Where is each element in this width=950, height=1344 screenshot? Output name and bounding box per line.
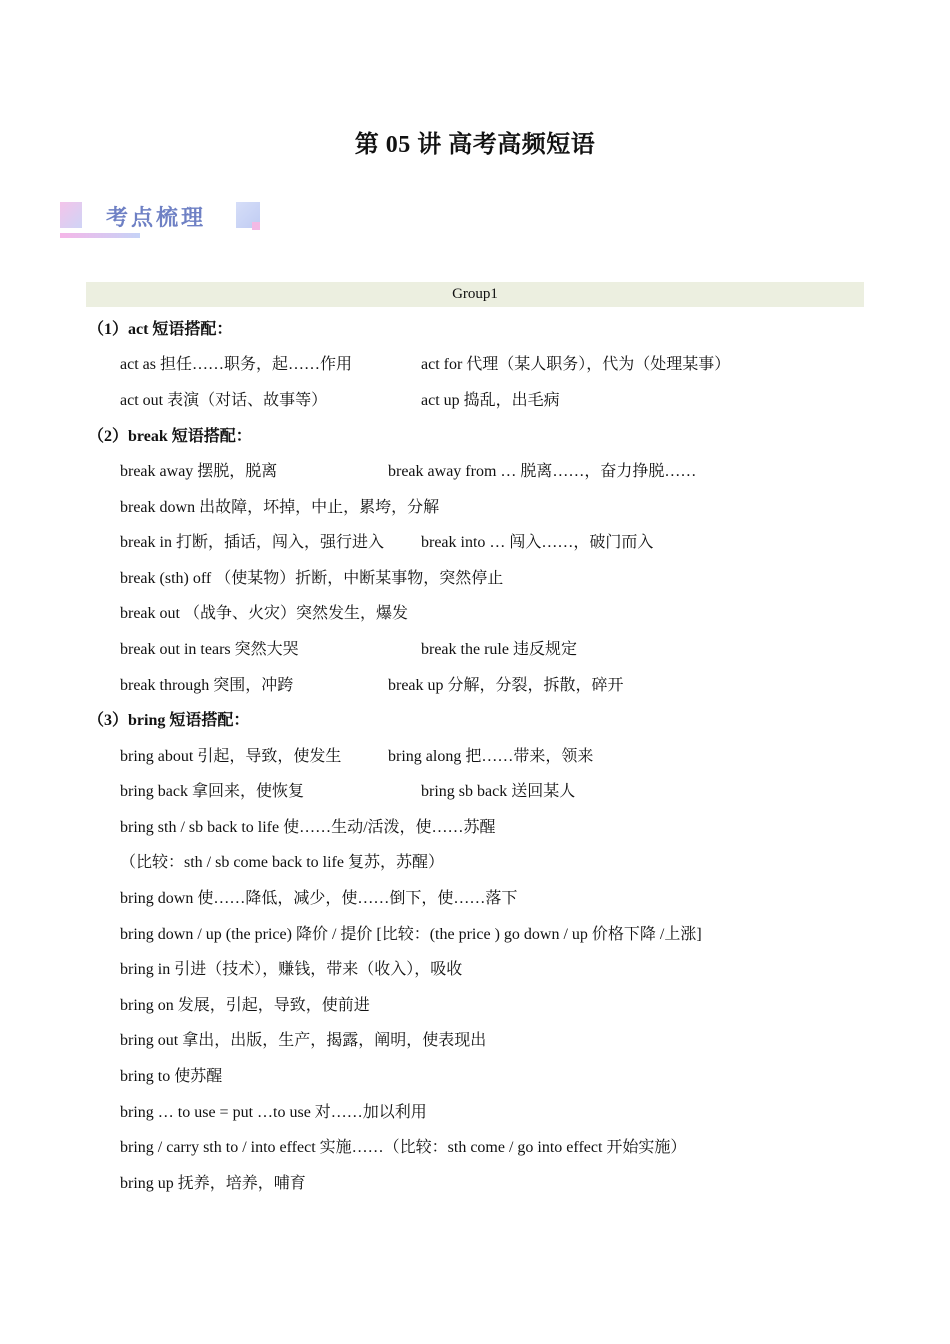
phrase-entry: break (sth) off （使某物）折断，中断某事物，突然停止 — [120, 570, 504, 587]
phrase-entry: act out 表演（对话、故事等） — [120, 392, 328, 409]
phrase-entry: bring about 引起，导致，使发生 — [120, 748, 342, 765]
phrase-entry: bring sth / sb back to life 使……生动/活泼，使……苏醒 — [120, 819, 496, 836]
section-badge — [60, 200, 270, 242]
phrase-entry: break up 分解，分裂，拆散，碎开 — [388, 677, 624, 694]
phrase-entry: break in 打断，插话，闯入，强行进入 — [120, 534, 384, 551]
phrase-entry: bring on 发展，引起，导致，使前进 — [120, 997, 370, 1014]
phrase-entry: break through 突围，冲跨 — [120, 677, 294, 694]
phrase-entry: bring … to use = put …to use 对……加以利用 — [120, 1104, 427, 1121]
phrase-entry: bring back 拿回来，使恢复 — [120, 783, 304, 800]
phrase-entry: act as 担任……职务，起……作用 — [120, 356, 352, 373]
phrase-entry: break away 摆脱，脱离 — [120, 463, 278, 480]
phrase-entry: bring out 拿出，出版，生产，揭露，阐明，使表现出 — [120, 1032, 487, 1049]
phrase-entry: break into … 闯入……，破门而入 — [421, 534, 654, 551]
phrase-entry: act for 代理（某人职务），代为（处理某事） — [421, 356, 731, 373]
phrase-entry: bring along 把……带来，领来 — [388, 748, 594, 765]
badge-underline — [60, 233, 140, 238]
phrase-entry: break the rule 违反规定 — [421, 641, 577, 658]
phrase-entry: bring to 使苏醒 — [120, 1068, 223, 1085]
phrase-entry: break out in tears 突然大哭 — [120, 641, 299, 658]
phrase-entry: bring down 使……降低，减少，使……倒下，使……落下 — [120, 890, 518, 907]
badge-decoration-left — [60, 202, 82, 228]
phrase-entry: break out （战争、火灾）突然发生，爆发 — [120, 605, 408, 622]
phrase-entry: bring down / up (the price) 降价 / 提价 [比较：(the price ) go down / up 价格下降 /上涨] — [120, 926, 702, 943]
phrase-entry: act up 捣乱，出毛病 — [421, 392, 560, 409]
phrase-entry: break down 出故障，坏掉，中止，累垮，分解 — [120, 499, 440, 516]
phrase-entry: bring sb back 送回某人 — [421, 783, 576, 800]
phrase-entry: bring / carry sth to / into effect 实施……（比较：sth come / go into effect 开始实施） — [120, 1139, 687, 1156]
phrase-entry: bring in 引进（技术），赚钱，带来（收入），吸收 — [120, 961, 463, 978]
phrase-entry: bring up 抚养，培养，哺育 — [120, 1175, 306, 1192]
phrase-comparison-note: （比较：sth / sb come back to life 复苏，苏醒） — [120, 854, 444, 871]
section-heading-act: （1）act 短语搭配： — [88, 321, 233, 338]
badge-label: 考点梳理 — [106, 206, 207, 231]
section-heading-bring: （3）bring 短语搭配： — [88, 712, 250, 729]
badge-decoration-dot — [252, 222, 260, 230]
group-header: Group1 — [86, 282, 864, 307]
phrase-entry: break away from … 脱离……，奋力挣脱…… — [388, 463, 697, 480]
section-heading-break: （2）break 短语搭配： — [88, 428, 252, 445]
page-title: 第 05 讲 高考高频短语 — [354, 132, 596, 158]
